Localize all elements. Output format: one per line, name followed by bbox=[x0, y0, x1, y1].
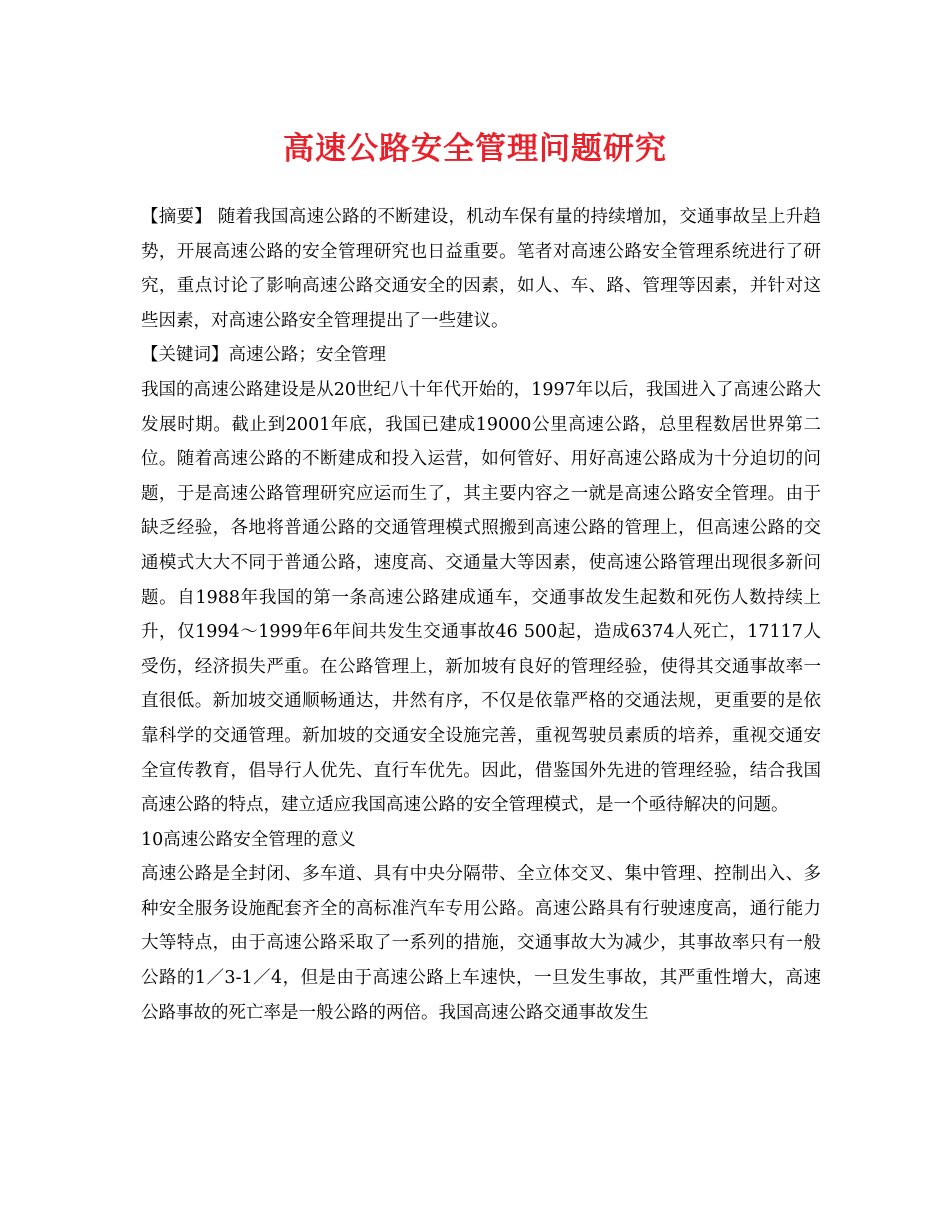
document-body bbox=[141, 200, 821, 1030]
abstract-paragraph: 【摘要】 随着我国高速公路的不断建设，机动车保有量的持续增加，交通事故呈上升趋势，开展高速公路的安全管理研究也日益重要。笔者对高速公路安全管理系统进行了研究，重点讨论了影响高速公路交通安全的因素，如人、车、路、管理等因素，并针对这些因素，对高速公路安全管理提出了一些建议。 bbox=[141, 207, 821, 331]
introduction-paragraph: 我国的高速公路建设是从20世纪八十年代开始的，1997年以后，我国进入了高速公路大发展时期。截止到2001年底，我国已建成19000公里高速公路，总里程数居世界第二位。随着高速公路的不断建成和投入运营，如何管好、用好高速公路成为十分迫切的问题，于是高速公路管理研究应运而生了，其主要内容之一就是高速公路安全管理。由于缺乏经验，各地将普通公路的交通管理模式照搬到高速公路的管理上，但高速公路的交通模式大大不同于普通公路，速度高、交通量大等因素，使高速公路管理出现很多新问题。自1988年我国的第一条高速公路建成通车，交通事故发生起数和死伤人数持续上升，仅1994～1999年6年间共发生交通事故46 500起，造成6374人死亡，17117人受伤，经济损失严重。在公路管理上，新加坡有良好的管理经验，使得其交通事故率一直很低。新加坡交通顺畅通达，井然有序，不仅是依靠严格的交通法规，更重要的是依靠科学的交通管理。新加坡的交通安全设施完善，重视驾驶员素质的培养，重视交通安全宣传教育，倡导行人优先、直行车优先。因此，借鉴国外先进的管理经验，结合我国高速公路的特点，建立适应我国高速公路的安全管理模式，是一个亟待解决的问题。 bbox=[141, 379, 821, 816]
section-paragraph: 高速公路是全封闭、多车道、具有中央分隔带、全立体交叉、集中管理、控制出入、多种安全服务设施配套齐全的高标准汽车专用公路。高速公路具有行驶速度高，通行能力大等特点，由于高速公路采取了一系列的措施，交通事故大为减少，其事故率只有一般公路的1／3-1／4，但是由于高速公路上车速快，一旦发生事故，其严重性增大，高速公路事故的死亡率是一般公路的两倍。我国高速公路交通事故发生 bbox=[141, 864, 821, 1023]
section-heading: 10高速公路安全管理的意义 bbox=[141, 829, 356, 850]
keywords-paragraph: 【关键词】高速公路；安全管理 bbox=[141, 345, 386, 366]
document-title: 高速公路安全管理问题研究 bbox=[283, 131, 667, 167]
